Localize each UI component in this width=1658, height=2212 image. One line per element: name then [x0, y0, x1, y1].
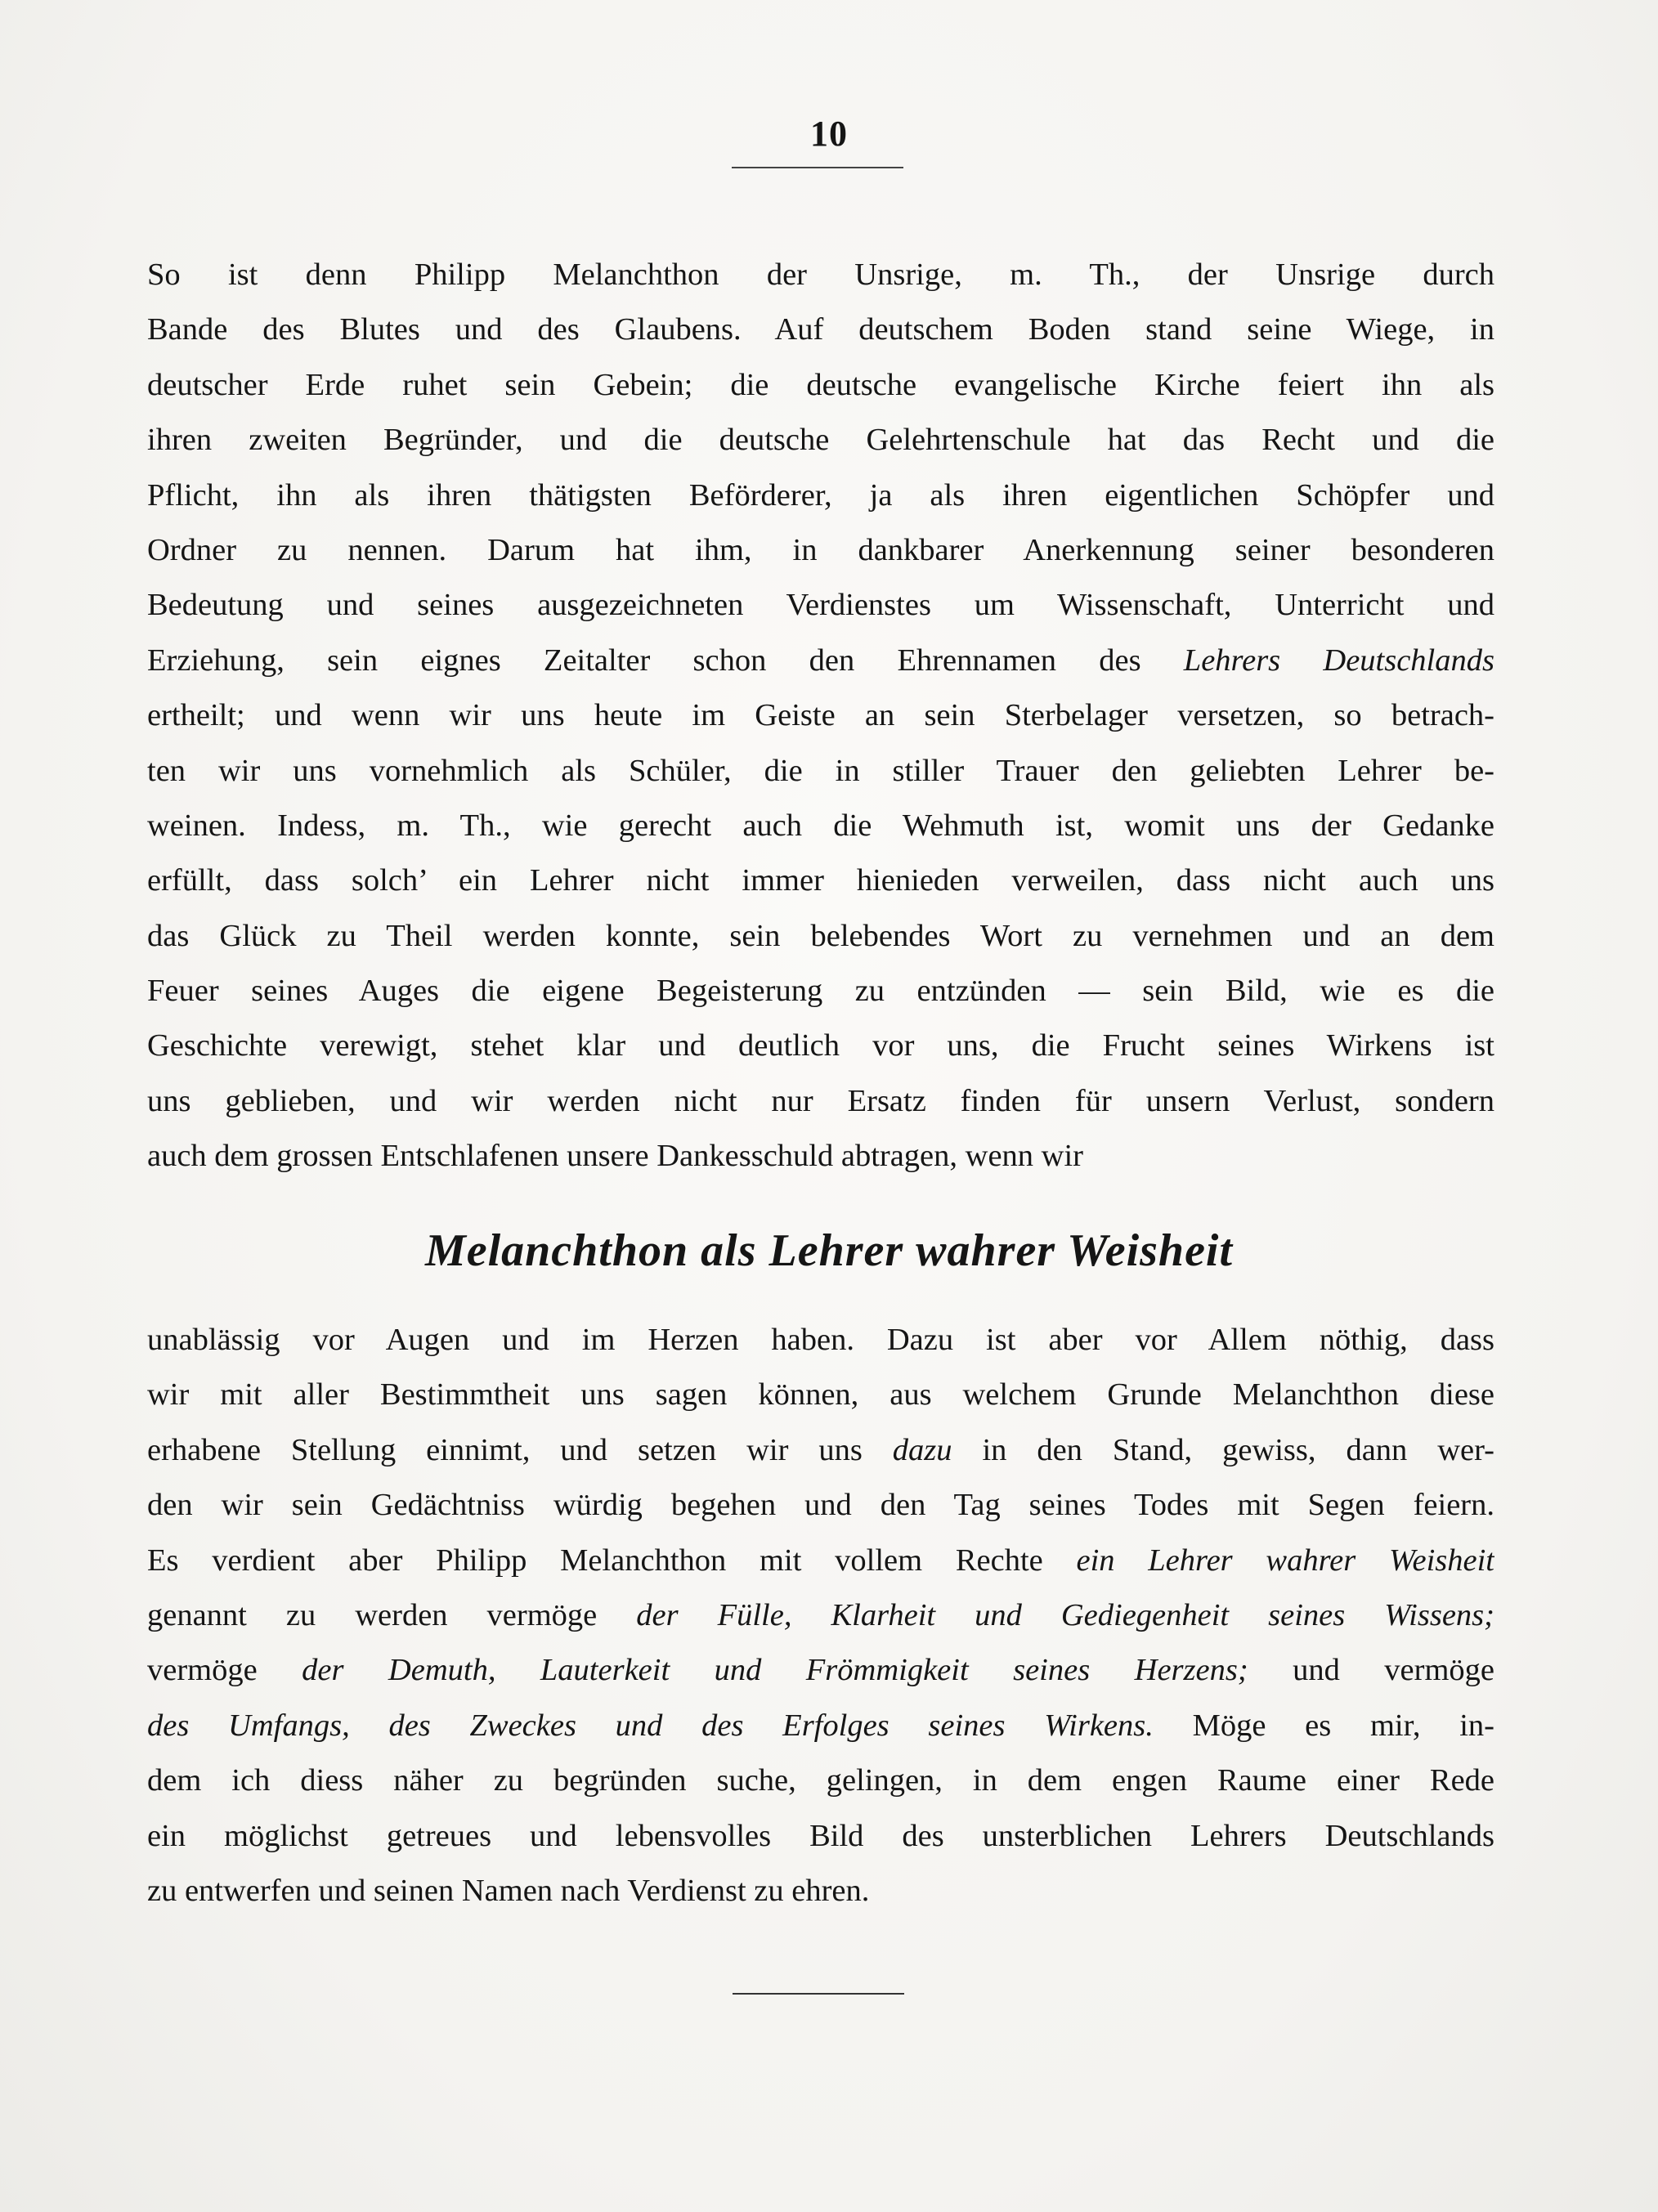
text-line	[147, 358, 1494, 413]
page-number-rule	[732, 167, 903, 168]
italic-text: des Umfangs, des Zweckes und des Erfolges seines Wirkens.	[147, 1708, 1154, 1743]
text-line	[147, 1368, 1494, 1422]
text-segment: Erziehung, sein eignes Zeitalter schon den Ehrennamen des	[147, 643, 1184, 678]
text-segment: ihren zweiten Begründer, und die deutsche Gelehrtenschule hat das Recht und die	[147, 423, 1494, 458]
text-segment: Bande des Blutes und des Glaubens. Auf deutschem Boden stand seine Wiege, in	[147, 312, 1494, 347]
text-line	[147, 744, 1494, 799]
text-line	[147, 248, 1494, 302]
text-segment: auch dem grossen Entschlafenen unsere Dankesschuld abtragen, wenn wir	[147, 1139, 1083, 1174]
text-segment: Bedeutung und seines ausgezeichneten Verdienstes um Wissenschaft, Unterricht und	[147, 588, 1494, 623]
text-segment: weinen. Indess, m. Th., wie gerecht auch die Wehmuth ist, womit uns der Gedanke	[147, 808, 1494, 843]
text-line	[147, 1643, 1494, 1698]
text-segment: ten wir uns vornehmlich als Schüler, die in stiller Trauer den geliebten Lehrer be-	[147, 753, 1494, 788]
italic-text: dazu	[892, 1432, 952, 1467]
text-segment: erfüllt, dass solch’ ein Lehrer nicht immer hienieden verweilen, dass nicht auch uns	[147, 863, 1494, 898]
text-segment: Feuer seines Auges die eigene Begeisterung zu entzünden — sein Bild, wie es die	[147, 974, 1494, 1009]
text-line	[147, 1753, 1494, 1808]
italic-text: der Demuth, Lauterkeit und Frömmigkeit seines Herzens;	[302, 1653, 1248, 1688]
text-segment: in den Stand, gewiss, dann wer-	[952, 1432, 1494, 1467]
paragraph-1	[147, 248, 1494, 1184]
text-line	[147, 799, 1494, 853]
text-segment: den wir sein Gedächtniss würdig begehen und den Tag seines Todes mit Segen feiern.	[147, 1488, 1494, 1523]
text-segment: zu entwerfen und seinen Namen nach Verdienst zu ehren.	[147, 1873, 870, 1908]
section-heading: Melanchthon als Lehrer wahrer Weisheit	[424, 1225, 1234, 1276]
text-segment: wir mit aller Bestimmtheit uns sagen können, aus welchem Grunde Melanchthon diese	[147, 1377, 1494, 1413]
text-segment: unablässig vor Augen und im Herzen haben. Dazu ist aber vor Allem nöthig, dass	[147, 1323, 1494, 1357]
text-line	[147, 1074, 1494, 1129]
page-number: 10	[810, 114, 848, 154]
italic-text: Lehrers Deutschlands	[1183, 643, 1494, 678]
text-line	[147, 413, 1494, 468]
text-segment: Möge es mir, in-	[1153, 1708, 1494, 1743]
text-line	[147, 302, 1494, 357]
text-line	[147, 1699, 1494, 1753]
text-segment: erhabene Stellung einnimt, und setzen wir uns	[147, 1432, 893, 1467]
text-line	[147, 1809, 1494, 1864]
text-line	[147, 1313, 1494, 1368]
text-segment: das Glück zu Theil werden konnte, sein belebendes Wort zu vernehmen und an dem	[147, 918, 1494, 953]
text-line	[147, 1588, 1494, 1643]
text-segment: Pflicht, ihn als ihren thätigsten Beförderer, ja als ihren eigentlichen Schöpfer und	[147, 477, 1494, 513]
text-line	[147, 1129, 1494, 1184]
text-segment: ertheilt; und wenn wir uns heute im Geiste an sein Sterbelager versetzen, so betrach-	[147, 698, 1494, 733]
text-line	[147, 578, 1494, 633]
text-line	[147, 523, 1494, 578]
text-line	[147, 909, 1494, 964]
text-segment: deutscher Erde ruhet sein Gebein; die deutsche evangelische Kirche feiert ihn als	[147, 367, 1494, 402]
text-segment: Geschichte verewigt, stehet klar und deutlich vor uns, die Frucht seines Wirkens ist	[147, 1028, 1494, 1063]
text-line	[147, 1019, 1494, 1073]
text-segment: uns geblieben, und wir werden nicht nur Ersatz finden für unsern Verlust, sondern	[147, 1083, 1494, 1118]
text-line	[147, 1423, 1494, 1478]
text-segment: genannt zu werden vermöge	[147, 1597, 637, 1632]
text-line	[147, 468, 1494, 523]
text-segment: Es verdient aber Philipp Melanchthon mit vollem Rechte	[147, 1543, 1077, 1578]
text-line	[147, 853, 1494, 908]
text-line	[147, 1864, 1494, 1919]
closing-rule	[733, 1993, 904, 1995]
text-line	[147, 964, 1494, 1019]
text-segment: und vermöge	[1248, 1653, 1494, 1688]
italic-text: ein Lehrer wahrer Weisheit	[1076, 1543, 1494, 1578]
text-segment: dem ich diess näher zu begründen suche, gelingen, in dem engen Raume einer Rede	[147, 1763, 1494, 1798]
text-segment: Ordner zu nennen. Darum hat ihm, in dankbarer Anerkennung seiner besonderen	[147, 532, 1494, 567]
text-segment: So ist denn Philipp Melanchthon der Unsrige, m. Th., der Unsrige durch	[147, 257, 1494, 292]
italic-text: der Fülle, Klarheit und Gediegenheit seines Wissens;	[636, 1597, 1494, 1632]
text-line	[147, 1534, 1494, 1588]
paragraph-2	[147, 1313, 1494, 1919]
text-segment: ein möglichst getreues und lebensvolles Bild des unsterblichen Lehrers Deutschlands	[147, 1818, 1494, 1853]
text-line	[147, 1478, 1494, 1533]
text-line	[147, 688, 1494, 743]
text-line	[147, 634, 1494, 688]
text-segment: vermöge	[147, 1653, 302, 1688]
